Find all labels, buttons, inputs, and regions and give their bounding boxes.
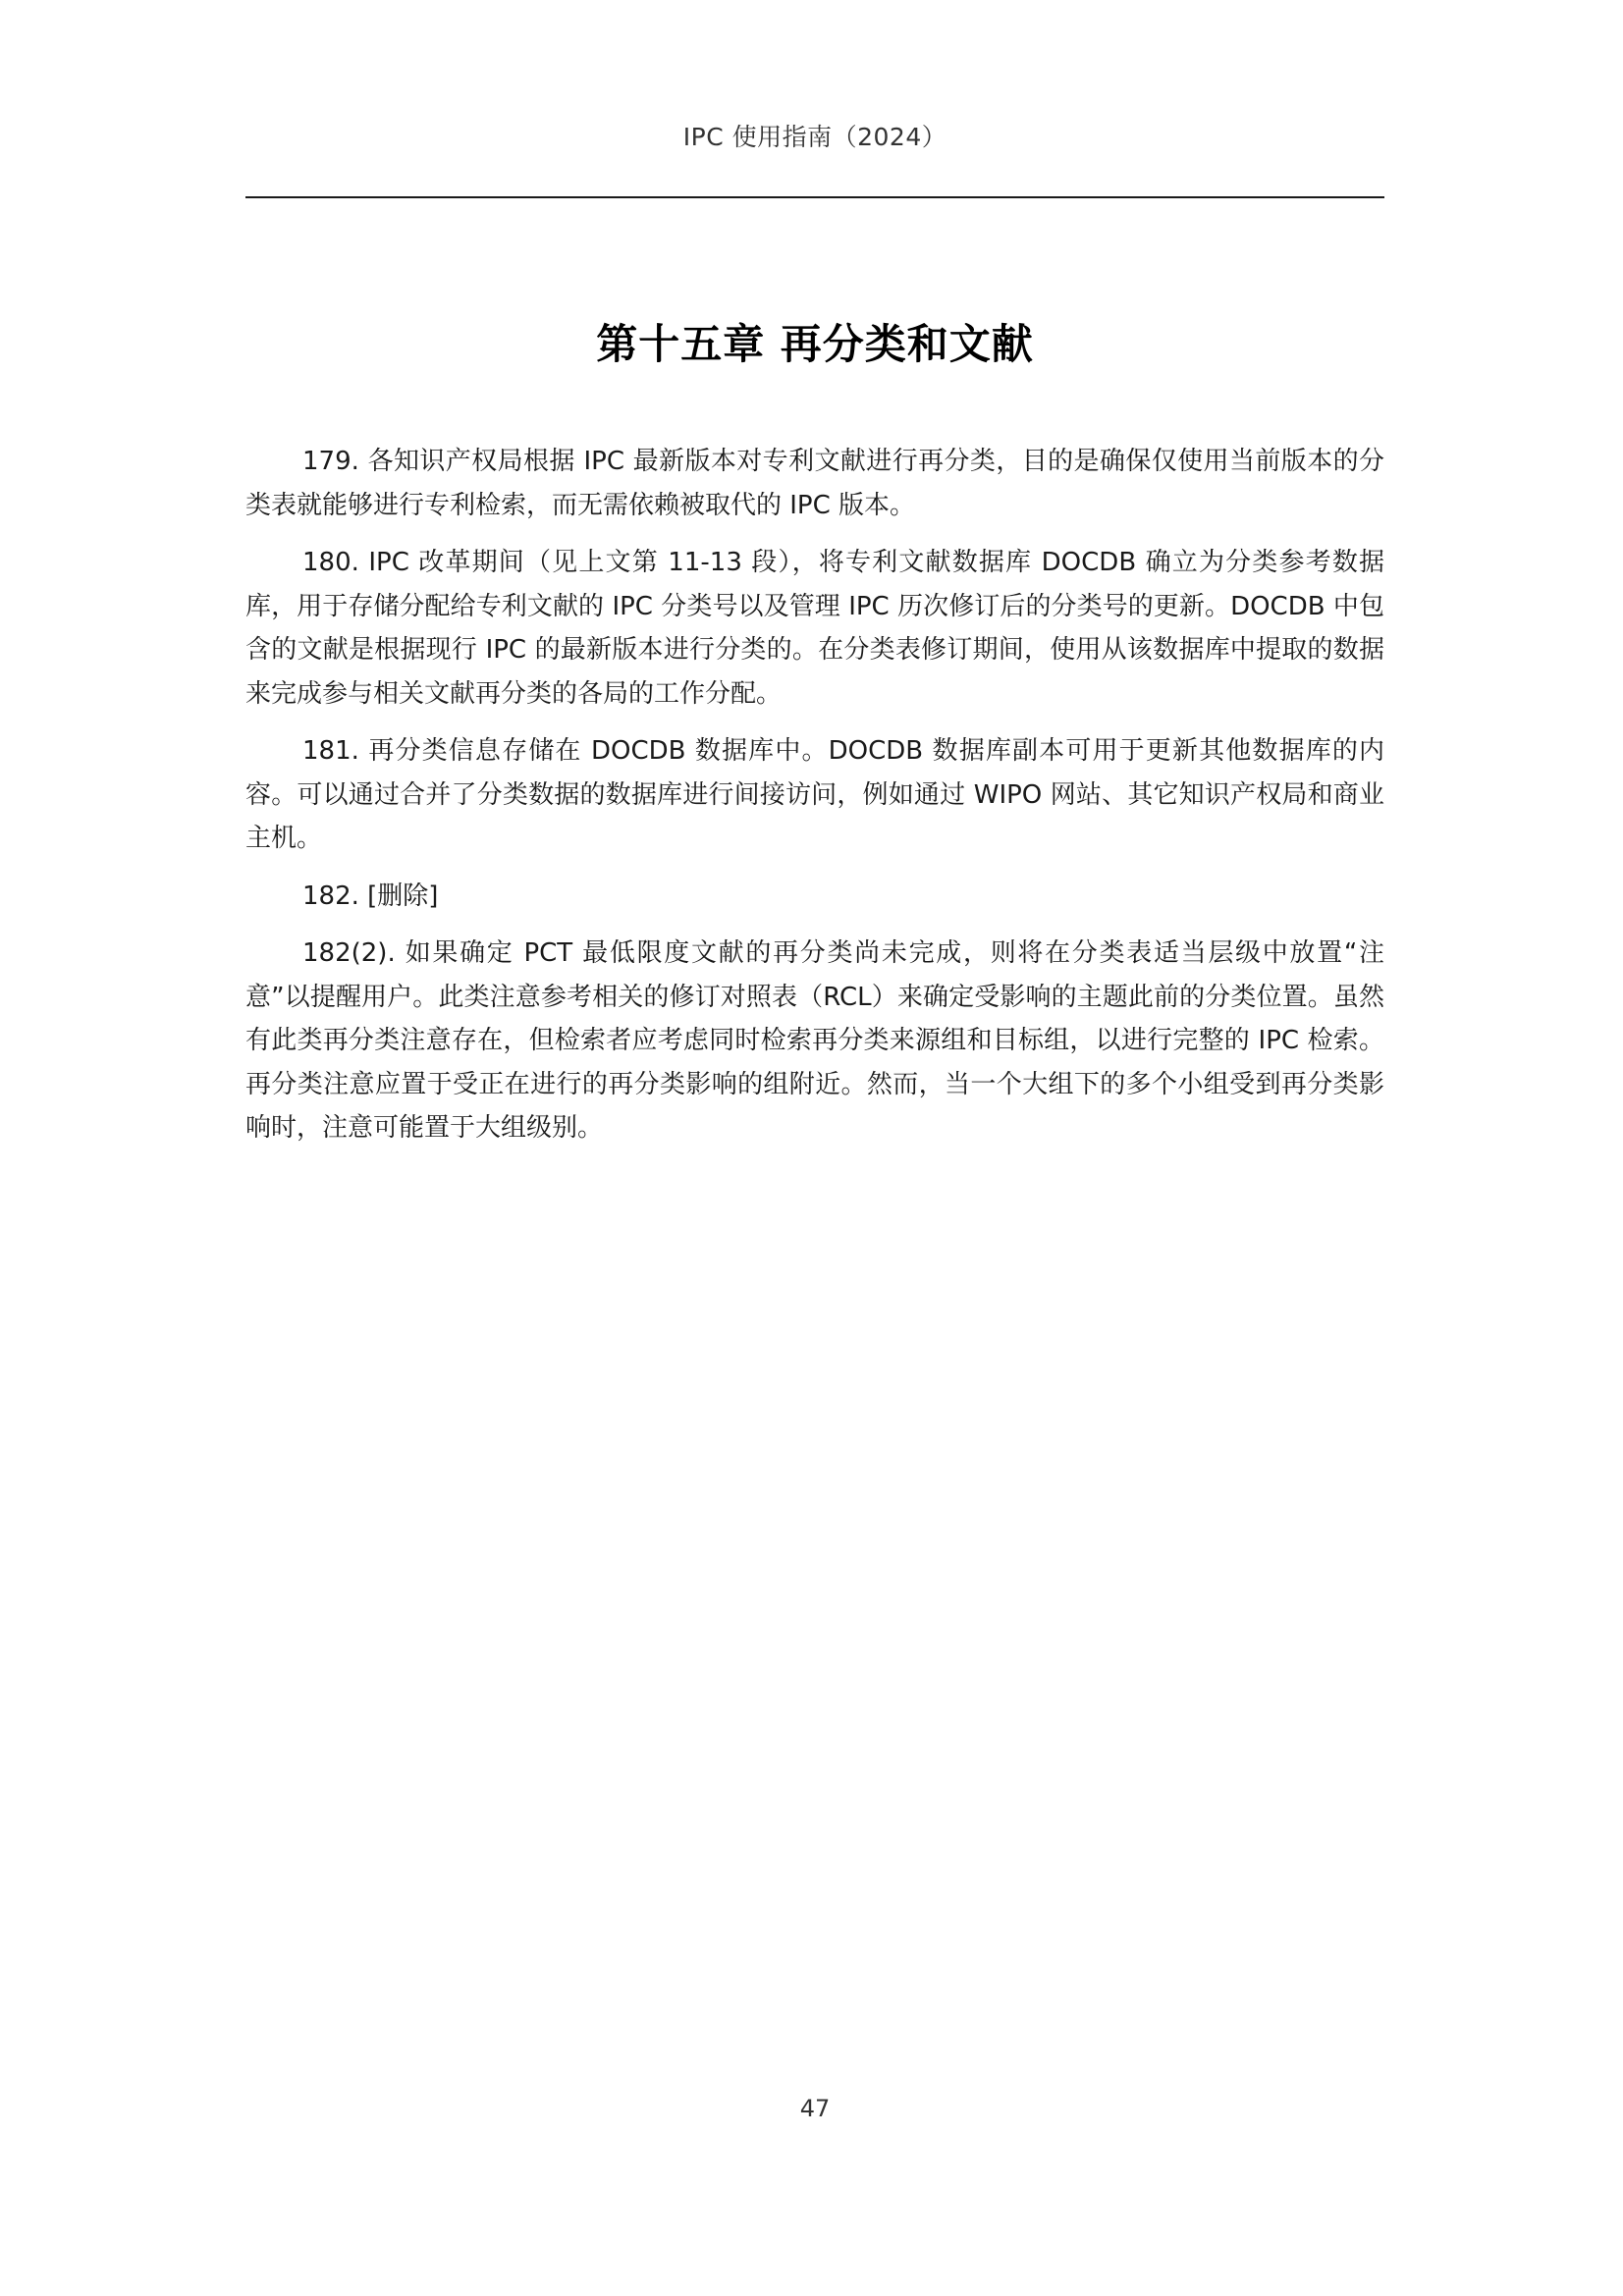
paragraph-text: IPC 改革期间（见上文第 11-13 段），将专利文献数据库 DOCDB 确立为分类参考数据库，用于存储分配给专利文献的 IPC 分类号以及管理 IPC 历次修订后的分类号的更新。DOCDB 中包含的文献是根据现行 IPC 的最新版本进行分类的。在分类表修订期间，使用从该数据库中提取的数据来完成参与相关文献再分类的各局的工作分配。 bbox=[245, 548, 1385, 709]
paragraph-182-2 bbox=[245, 932, 1384, 1150]
paragraph-number: 179. bbox=[302, 447, 359, 476]
paragraph-181 bbox=[245, 729, 1384, 861]
paragraph-text: 如果确定 PCT 最低限度文献的再分类尚未完成，则将在分类表适当层级中放置“注意”以提醒用户。此类注意参考相关的修订对照表（RCL）来确定受影响的主题此前的分类位置。虽然有此类再分类注意存在，但检索者应考虑同时检索再分类来源组和目标组，以进行完整的 IPC 检索。再分类注意应置于受正在进行的再分类影响的组附近。然而，当一个大组下的多个小组受到再分类影响时，注意可能置于大组级别。 bbox=[245, 938, 1384, 1143]
document-body bbox=[245, 440, 1384, 1164]
paragraph-text: 各知识产权局根据 IPC 最新版本对专利文献进行再分类，目的是确保仅使用当前版本的分类表就能够进行专利检索，而无需依赖被取代的 IPC 版本。 bbox=[245, 447, 1384, 520]
paragraph-number: 182. bbox=[302, 881, 359, 911]
paragraph-182 bbox=[245, 875, 1384, 919]
page-number: 47 bbox=[799, 2095, 831, 2122]
chapter-title: 第十五章 再分类和文献 bbox=[596, 320, 1034, 368]
paragraph-number: 182(2). bbox=[302, 938, 396, 968]
paragraph-180 bbox=[245, 541, 1384, 716]
paragraph-text: [删除] bbox=[367, 881, 439, 911]
running-header: IPC 使用指南（2024） bbox=[682, 123, 947, 151]
paragraph-179 bbox=[245, 440, 1384, 527]
header-divider bbox=[245, 196, 1384, 198]
paragraph-number: 180. bbox=[302, 548, 359, 577]
paragraph-number: 181. bbox=[302, 736, 359, 766]
paragraph-text: 再分类信息存储在 DOCDB 数据库中。DOCDB 数据库副本可用于更新其他数据库的内容。可以通过合并了分类数据的数据库进行间接访问，例如通过 WIPO 网站、其它知识产权局和商业主机。 bbox=[245, 736, 1384, 853]
